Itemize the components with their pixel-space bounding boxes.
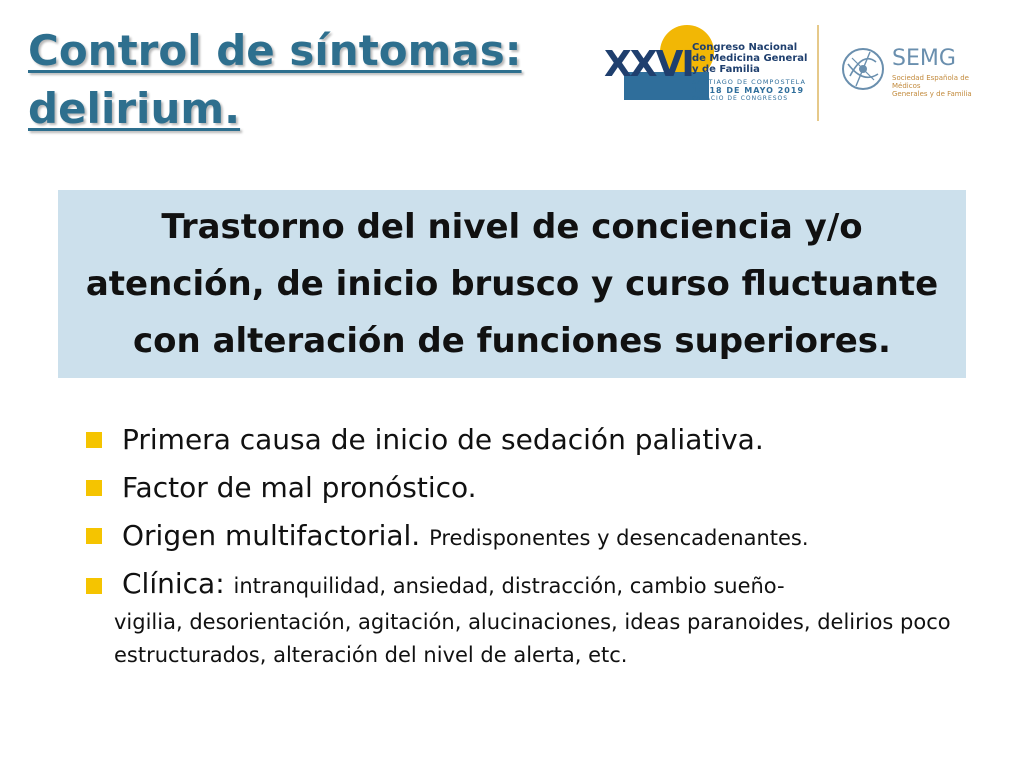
- congress-edition: XXVI: [604, 44, 693, 85]
- title-line-1: Control de síntomas:: [28, 26, 522, 75]
- title-line-2: delirium.: [28, 84, 241, 133]
- header-logos: [600, 20, 1000, 125]
- bullet-subtext: Predisponentes y desencadenantes.: [429, 526, 809, 550]
- list-item: [86, 464, 986, 512]
- congress-dates: 16-18 DE MAYO 2019: [692, 86, 805, 95]
- congress-name-line: y de Familia: [692, 64, 760, 75]
- bullet-text: Origen multifactorial.: [122, 519, 421, 552]
- bullet-text: Factor de mal pronóstico.: [122, 471, 477, 504]
- square-bullet-icon: [86, 480, 102, 496]
- semg-subtitle-line: Generales y de Familia: [892, 90, 972, 98]
- congress-logo: [600, 20, 810, 120]
- slide-title: [28, 22, 522, 138]
- semg-subtitle: [892, 74, 987, 98]
- list-item: [86, 512, 986, 562]
- definition-box: [58, 190, 966, 378]
- list-item: [86, 416, 986, 464]
- congress-text: [692, 42, 812, 102]
- semg-logo: [840, 42, 980, 102]
- definition-text: Trastorno del nivel de conciencia y/o atención, de inicio brusco y curso fluctuante con alteración de funciones superiores.: [85, 206, 939, 361]
- bullet-list: [86, 416, 986, 672]
- bullet-text: Clínica:: [122, 567, 225, 600]
- semg-subtitle-line: Sociedad Española de Médicos: [892, 74, 969, 90]
- square-bullet-icon: [86, 432, 102, 448]
- congress-name-line: Congreso Nacional: [692, 42, 798, 53]
- logo-divider: [817, 25, 819, 121]
- congress-venue: PALACIO DE CONGRESOS: [692, 95, 789, 102]
- square-bullet-icon: [86, 528, 102, 544]
- semg-name: SEMG: [892, 46, 956, 71]
- congress-name-line: de Medicina General: [692, 53, 808, 64]
- bullet-subtext: intranquilidad, ansiedad, distracción, cambio sueño-: [233, 574, 785, 598]
- bullet-continuation: vigilia, desorientación, agitación, alucinaciones, ideas paranoides, delirios poco estructurados, alteración del nivel de alerta, etc.: [114, 610, 951, 667]
- semg-emblem-icon: [840, 46, 886, 92]
- square-bullet-icon: [86, 578, 102, 594]
- list-item: [86, 564, 986, 672]
- bullet-text: Primera causa de inicio de sedación paliativa.: [122, 423, 764, 456]
- congress-place: SANTIAGO DE COMPOSTELA: [692, 78, 806, 86]
